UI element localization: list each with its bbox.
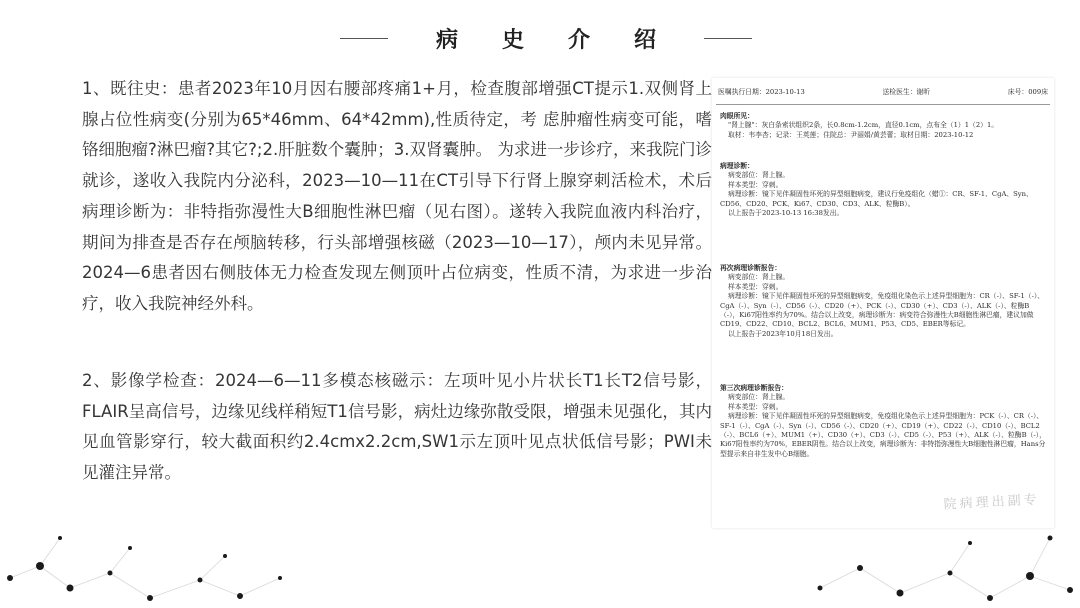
diagnosis-text: 病理诊断：镜下见伴凝固性坏死的异型细胞病变，建议行免疫组化（蜡①：CR、SF-1、CgA、Syn、CD56、CD20、PCK、Ki67、CD30、CD3、ALK、粒酶B）。: [720, 190, 1033, 208]
gross-title: 肉眼所见：: [720, 112, 754, 120]
hospital-stamp: 院病理出副专: [943, 492, 1041, 513]
report-exec-date: 医嘱执行日期：2023-10-13: [718, 88, 805, 96]
title-right-rule: [704, 38, 752, 39]
gross-text: "肾上腺"：灰白条索状组织2条，长0.8cm-1.2cm，直径0.1cm，点布全（1）1（2）1。: [728, 121, 999, 130]
report-header: [718, 88, 1048, 97]
third-text: 病理诊断：镜下见伴凝固性坏死的异型细胞病变，免疫组化染色示上述异型细胞为：PCK（-）、CR（-）、SF-1（-）、CgA（-）、Syn（-）、CD56（-）、CD20（+）、CD19（+）、CD22（-）、CD10（-）、BCL2（-）、BCL6（+）、MUM1（+）、CD30（+）、CD3（-）、CD5（-）、P53（+）、ALK（-）、粒酶B（-），Ki67阳性率约为70%，EBER阴性。结合以上改变，病理诊断为：非特指弥漫性大B细胞性淋巴瘤，Hans分型提示来自非生发中心B细胞。: [720, 412, 1046, 458]
third-title: 第三次病理诊断报告：: [720, 384, 788, 392]
pathology-report-image: [712, 78, 1054, 528]
molecule-decoration-left: [0, 518, 310, 608]
report-bed: 床号：009床: [1007, 88, 1048, 96]
report-diagnosis-section: [720, 162, 1046, 218]
report-divider: [716, 104, 1050, 105]
gross-meta: 取材：韦李杏；记录：王英莲；住院总：尹丽娟/黄芸蕾；取材日期：2023-10-12: [728, 130, 974, 139]
second-title: 再次病理诊断报告：: [720, 264, 782, 272]
second-site: 病变部位：肾上腺。: [728, 273, 790, 282]
third-type: 样本类型：穿刺。: [728, 402, 783, 411]
page-title: [340, 20, 752, 56]
title-left-rule: [340, 38, 388, 39]
diagnosis-title: 病理诊断：: [720, 162, 754, 170]
report-gross-section: [720, 112, 1046, 140]
past-history-paragraph: 1、既往史：患者2023年10月因右腰部疼痛1+月，检查腹部增强CT提示1.双侧肾上腺占位性病变(分别为65*46mm、64*42mm),性质待定，考 虑肿瘤性病变可能，嗜铬细胞瘤?淋巴瘤?其它?;2.肝脏数个囊肿；3.双肾囊肿。 为求进一步诊疗，来我院门诊就诊，遂收入我院内分泌科，2023—10—11在CT引导下行肾上腺穿刺活检术，术后病理诊断为：非特指弥漫性大B细胞性淋巴瘤（见右图）。遂转入我院血液内科治疗，期间为排查是否存在颅脑转移，行头部增强核磁（2023—10—17），颅内未见异常。2024—6患者因右侧肢体无力检查发现左侧顶叶占位病变，性质不清，为求进一步治疗，收入我院神经外科。: [82, 79, 712, 313]
report-second-section: [720, 264, 1046, 339]
second-text: 病理诊断：镜下见伴凝固性坏死的异型细胞病变，免疫组化染色示上述异型细胞为：CR（-）、SF-1（-）、CgA（-）、Syn（-）、CD56（-）、CD20（+）、PCK（-）、CD30（+）、CD3（-）、ALK（-）、粒酶B（-），Ki67阳性率约为70%。结合以上改变，病理诊断为：病变符合弥漫性大B细胞性淋巴瘤，建议加做CD19、CD22、CD10、BCL2、BCL6、MUM1、P53、CD5、EBER等标记。: [720, 292, 1045, 329]
third-site: 病变部位：肾上腺。: [728, 393, 790, 402]
molecule-decoration-right: [800, 518, 1080, 608]
second-date: 以上报告于2023年10月18日发出。: [728, 329, 838, 338]
report-third-section: [720, 384, 1046, 459]
page-title-text: 病史介绍: [435, 26, 700, 53]
second-type: 样本类型：穿刺。: [728, 282, 783, 291]
diagnosis-date: 以上报告于2023-10-13 16:38发出。: [728, 209, 844, 218]
diagnosis-type: 样本类型：穿刺。: [728, 180, 783, 189]
report-doctor: 送检医生：谢昕: [882, 88, 931, 96]
diagnosis-site: 病变部位：肾上腺。: [728, 171, 790, 180]
imaging-exam-paragraph: 2、影像学检查：2024—6—11多模态核磁示：左项叶见小片状长T1长T2信号影，FLAIR呈高信号，边缘见线样稍短T1信号影，病灶边缘弥散受限，增强未见强化，其内见血管影穿行，较大截面积约2.4cmx2.2cm,SW1示左顶叶见点状低信号影；PWI未见灌注异常。: [82, 371, 712, 483]
